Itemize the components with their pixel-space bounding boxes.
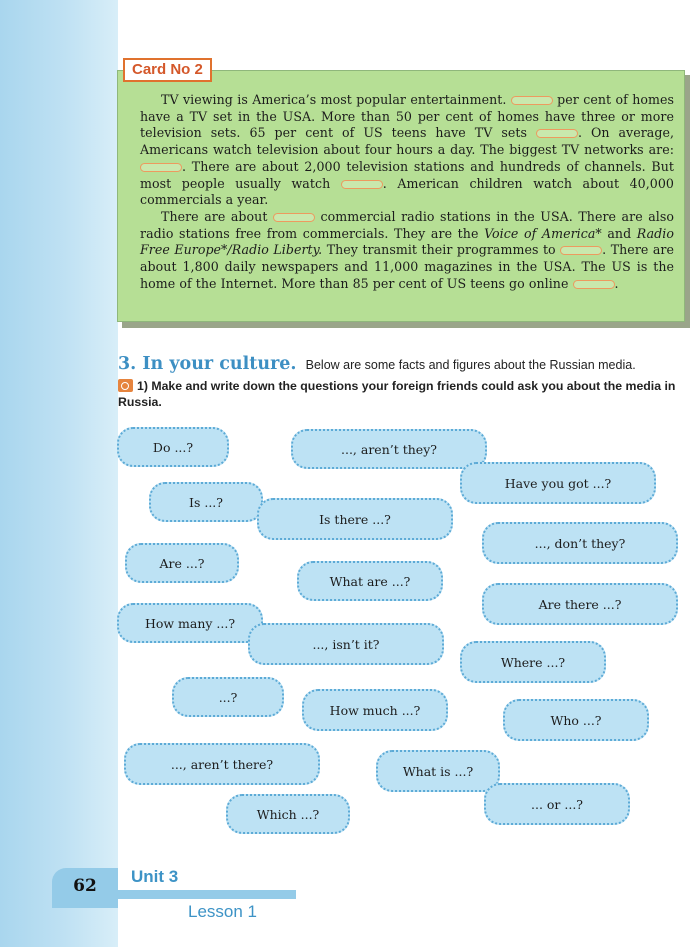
question-bubble: ..., isn’t it?: [248, 623, 444, 665]
question-bubble: Which ...?: [226, 794, 350, 834]
card-text: [117, 70, 685, 322]
question-bubble: Is there ...?: [257, 498, 453, 540]
question-bubble: ... or ...?: [484, 783, 630, 825]
card-title: Card No 2: [123, 58, 212, 82]
question-bubble: How much ...?: [302, 689, 448, 731]
question-bubble: What is ...?: [376, 750, 500, 792]
left-margin-strip: [0, 0, 118, 947]
page-number: 62: [73, 876, 97, 896]
blank-field[interactable]: [140, 163, 182, 172]
question-bubble: Is ...?: [149, 482, 263, 522]
task-instruction: 1) Make and write down the questions your foreign friends could ask you about the media in Russia.: [118, 379, 676, 409]
audio-icon: [118, 379, 133, 392]
card-paragraph-1: TV viewing is America’s most popular entertainment. per cent of homes have a TV set in the USA. More than 50 per cent of homes have three or more television sets. 65 per cent of US teens have TV sets . On average, Americans watch television about four hours a day. The biggest TV networks are: . There are about 2,000 television stations and hundreds of channels. But most people usually watch . American children watch about 40,000 commercials a year.: [140, 92, 675, 208]
question-bubble: What are ...?: [297, 561, 443, 601]
question-bubble: Are there ...?: [482, 583, 678, 625]
blank-field[interactable]: [511, 96, 553, 105]
question-bubble: ...?: [172, 677, 284, 717]
card-no-2: [117, 58, 689, 328]
section-title: 3. In your culture.: [118, 354, 297, 374]
question-bubble: ..., aren’t they?: [291, 429, 487, 469]
question-bubble: ..., don’t they?: [482, 522, 678, 564]
question-bubble: Are ...?: [125, 543, 239, 583]
question-bubble: ..., aren’t there?: [124, 743, 320, 785]
blank-field[interactable]: [560, 246, 602, 255]
blank-field[interactable]: [573, 280, 615, 289]
question-bubble: Do ...?: [117, 427, 229, 467]
question-bubble: Where ...?: [460, 641, 606, 683]
section-heading: [118, 354, 678, 374]
question-bubble: Who ...?: [503, 699, 649, 741]
blank-field[interactable]: [273, 213, 315, 222]
unit-label: Unit 3: [131, 867, 179, 886]
question-bubble: How many ...?: [117, 603, 263, 643]
question-bubble: Have you got ...?: [460, 462, 656, 504]
footer-rule: [118, 890, 296, 899]
blank-field[interactable]: [341, 180, 383, 189]
blank-field[interactable]: [536, 129, 578, 138]
lesson-label: Lesson 1: [188, 902, 257, 921]
card-paragraph-2: There are about commercial radio stations in the USA. There are also radio stations free from commercials. They are the Voice of America* and Radio Free Europe*/Radio Liberty. They transmit their programmes to . There are about 1,800 daily newspapers and 11,000 magazines in the USA. The US is the home of the Internet. More than 85 per cent of US teens go online .: [140, 208, 674, 291]
section-subtitle: Below are some facts and figures about the Russian media.: [305, 358, 636, 372]
